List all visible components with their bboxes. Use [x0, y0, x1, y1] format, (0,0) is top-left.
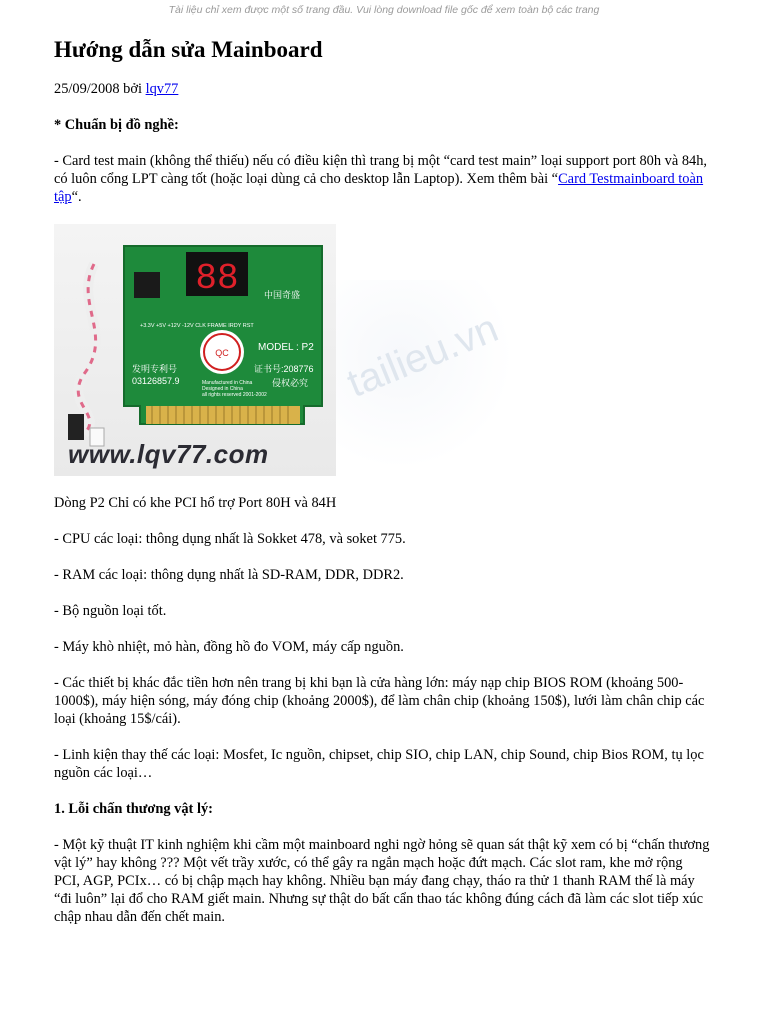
- paragraph: - Máy khò nhiệt, mỏ hàn, đồng hồ đo VOM, máy cấp nguồn.: [54, 639, 404, 655]
- led-digits: 88: [195, 258, 239, 299]
- byline: [54, 80, 710, 98]
- board-cert: 证书号:208776: [254, 364, 314, 374]
- test-card-photo: [54, 224, 336, 476]
- paragraph: - Bộ nguồn loại tốt.: [54, 603, 167, 619]
- paragraph: Dòng P2 Chỉ có khe PCI hổ trợ Port 80H và 84H: [54, 495, 337, 511]
- board-patent-no: 03126857.9: [132, 376, 180, 386]
- post-date: 25/09/2008 bởi: [54, 81, 142, 97]
- paragraph-card-test: - Card test main (không thể thiếu) nếu có điều kiện thì trang bị một “card test main” loại support port 80h và 84h, có luôn cổng LPT càng tốt (hoặc loại dùng cả cho desktop lẫn Laptop). Xem thêm bài “Card Testmainboard toàn tập“.: [54, 153, 708, 205]
- card-test-article-link[interactable]: Card Testmainboard toàn tập: [54, 171, 704, 205]
- board-patent: 发明专利号: [132, 364, 178, 374]
- qc-label: QC: [215, 348, 229, 358]
- article: [54, 36, 710, 944]
- board-mfg: Manufactured in China: [202, 380, 253, 386]
- paragraph-physical-damage: - Một kỹ thuật IT kinh nghiệm khi cầm một mainboard nghi ngờ hỏng sẽ quan sát thật kỹ xem có bị “chấn thương vật lý” hay không ??? Một vết trầy xước, có thể gây ra ngắn mạch hoặc đứt mạch. Các slot ram, khe mở rộng PCI, AGP, PCIx… có bị chập mạch hay không. Nhiều bạn máy đang chạy, tháo ra thử 1 thanh RAM thế là máy “đi luôn” lại đổ cho RAM giết main. Nhưng sự thật do bất cẩn thao tác không đúng cách đã làm các slot tiếp xúc chập nhau dẫn đến chết main.: [54, 837, 710, 925]
- watermark-text: tailieu.vn: [341, 306, 505, 407]
- download-notice: Tài liệu chỉ xem được một số trang đầu. Vui lòng download file gốc để xem toàn bộ các trang: [168, 4, 600, 16]
- board-model: MODEL : P2: [258, 342, 314, 353]
- page-title: Hướng dẫn sửa Mainboard: [54, 37, 323, 62]
- board-copyright: all rights reserved 2001-2002: [202, 392, 267, 398]
- paragraph: - CPU các loại: thông dụng nhất là Sokket 478, và soket 775.: [54, 531, 406, 547]
- board-design: Designed in China: [202, 386, 243, 392]
- board-brand-cn: 中国奇盛: [264, 290, 301, 300]
- board-pin-labels: +3.3V +5V +12V -12V CLK FRAME IRDY RST: [140, 323, 254, 329]
- connector-left: [68, 414, 84, 440]
- board-rights: 侵权必究: [272, 378, 309, 388]
- chip: [134, 272, 160, 298]
- paragraph: - Các thiết bị khác đắc tiền hơn nên trang bị khi bạn là cửa hàng lớn: máy nạp chip BIOS ROM (khoảng 500-1000$), máy hiện sóng, máy đóng chip (khoảng 2000$), để làm chân chip (khoảng 150$), lưới làm chân chip các loại (khoảng 15$/cái).: [54, 675, 705, 727]
- paragraph: - RAM các loại: thông dụng nhất là SD-RAM, DDR, DDR2.: [54, 567, 404, 583]
- section-heading-prep: * Chuẩn bị đồ nghề:: [54, 117, 179, 133]
- gold-fingers: [146, 406, 300, 424]
- product-image: [54, 224, 514, 476]
- section-heading-physical: 1. Lỗi chấn thương vật lý:: [54, 801, 213, 817]
- image-url-caption: www.lqv77.com: [68, 439, 269, 469]
- author-link[interactable]: lqv77: [145, 81, 179, 97]
- paragraph: - Linh kiện thay thế các loại: Mosfet, Ic nguồn, chipset, chip SIO, chip LAN, chip Sound, chip Bios ROM, tụ lọc nguồn các loại…: [54, 747, 704, 781]
